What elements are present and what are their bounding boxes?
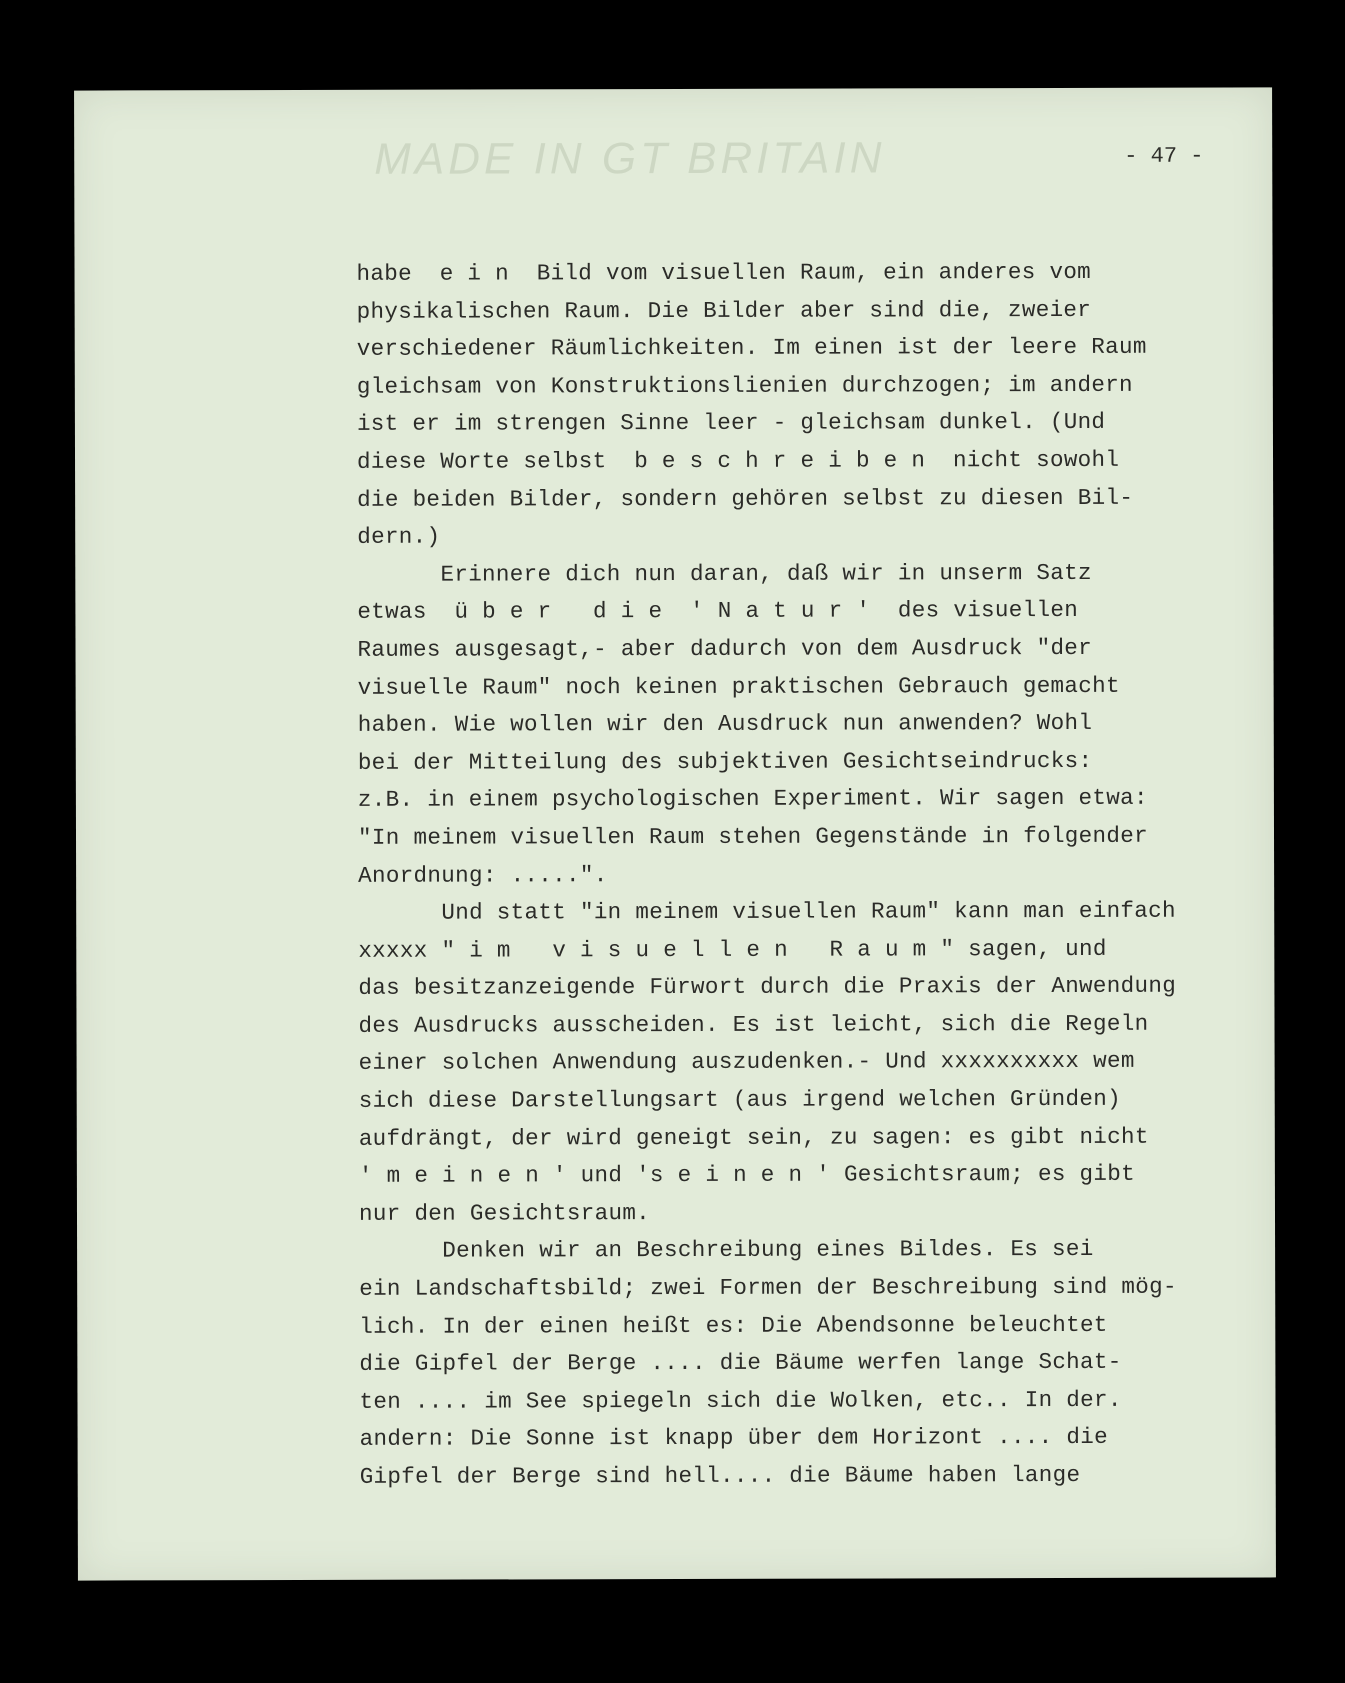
text-line: Raumes ausgesagt,- aber dadurch von dem Ausdruck "der — [357, 634, 1093, 663]
text-line: ist er im strengen Sinne leer - gleichsam dunkel. (Und — [356, 409, 1106, 438]
text-line: dern.) — [357, 523, 441, 550]
text-line: einer solchen Anwendung auszudenken.- Und xxxxxxxxxx wem — [358, 1048, 1135, 1077]
text-line: sich diese Darstellungsart (aus irgend welchen Gründen) — [358, 1085, 1121, 1114]
typed-text-body — [356, 254, 1239, 1497]
text-line: Denken wir an Beschreibung eines Bildes. Es sei — [359, 1236, 1094, 1265]
text-line: ten .... im See spiegeln sich die Wolken, etc.. In der. — [359, 1386, 1122, 1415]
text-line: verschiedener Räumlichkeiten. Im einen ist der leere Raum — [356, 333, 1147, 363]
text-line: habe e i n Bild vom visuellen Raum, ein anderes vom — [356, 258, 1092, 287]
text-line: physikalischen Raum. Die Bilder aber sind die, zweier — [356, 296, 1092, 325]
watermark: MADE IN GT BRITAIN — [374, 133, 886, 184]
text-line: visuelle Raum" noch keinen praktischen Gebrauch gemacht — [357, 672, 1120, 701]
text-line: Erinnere dich nun daran, daß wir in unserm Satz — [357, 559, 1092, 588]
text-line: gleichsam von Konstruktionslienien durchzogen; im andern — [356, 371, 1133, 400]
text-line: "In meinem visuellen Raum stehen Gegenstände in folgender — [357, 822, 1148, 851]
text-line: haben. Wie wollen wir den Ausdruck nun anwenden? Wohl — [357, 710, 1093, 738]
text-line: lich. In der einen heißt es: Die Abendsonne beleuchtet — [359, 1311, 1108, 1340]
text-line: xxxxx " i m v i s u e l l e n R a u m " sagen, und — [358, 935, 1107, 964]
text-line: Und statt "in meinem visuellen Raum" kann man einfach — [358, 897, 1176, 926]
text-line: andern: Die Sonne ist knapp über dem Horizont .... die — [359, 1424, 1108, 1453]
paper-sheet — [74, 87, 1276, 1580]
text-line: diese Worte selbst b e s c h r e i b e n nicht sowohl — [356, 446, 1120, 475]
text-line: bei der Mitteilung des subjektiven Gesichtseindrucks: — [357, 747, 1093, 776]
text-line: nur den Gesichtsraum. — [358, 1199, 651, 1227]
text-line: die Gipfel der Berge .... die Bäume werfen lange Schat- — [359, 1349, 1122, 1378]
text-line: aufdrängt, der wird geneigt sein, zu sagen: es gibt nicht — [358, 1123, 1149, 1152]
text-line: Gipfel der Berge sind hell.... die Bäume haben lange — [359, 1461, 1081, 1490]
text-line: die beiden Bilder, sondern gehören selbst zu diesen Bil- — [357, 484, 1134, 513]
page-number: - 47 - — [1124, 143, 1204, 169]
text-line: ein Landschaftsbild; zwei Formen der Beschreibung sind mög- — [359, 1273, 1177, 1302]
text-line: z.B. in einem psychologischen Experiment. Wir sagen etwa: — [357, 785, 1148, 814]
text-line: des Ausdrucks ausscheiden. Es ist leicht, sich die Regeln — [358, 1010, 1149, 1039]
text-line: das besitzanzeigende Fürwort durch die Praxis der Anwendung — [358, 972, 1177, 1002]
text-line: Anordnung: .....". — [358, 861, 608, 889]
text-line: etwas ü b e r d i e ' N a t u r ' des visuellen — [357, 597, 1079, 626]
text-line: ' m e i n e n ' und 's e i n e n ' Gesichtsraum; es gibt — [358, 1161, 1136, 1190]
